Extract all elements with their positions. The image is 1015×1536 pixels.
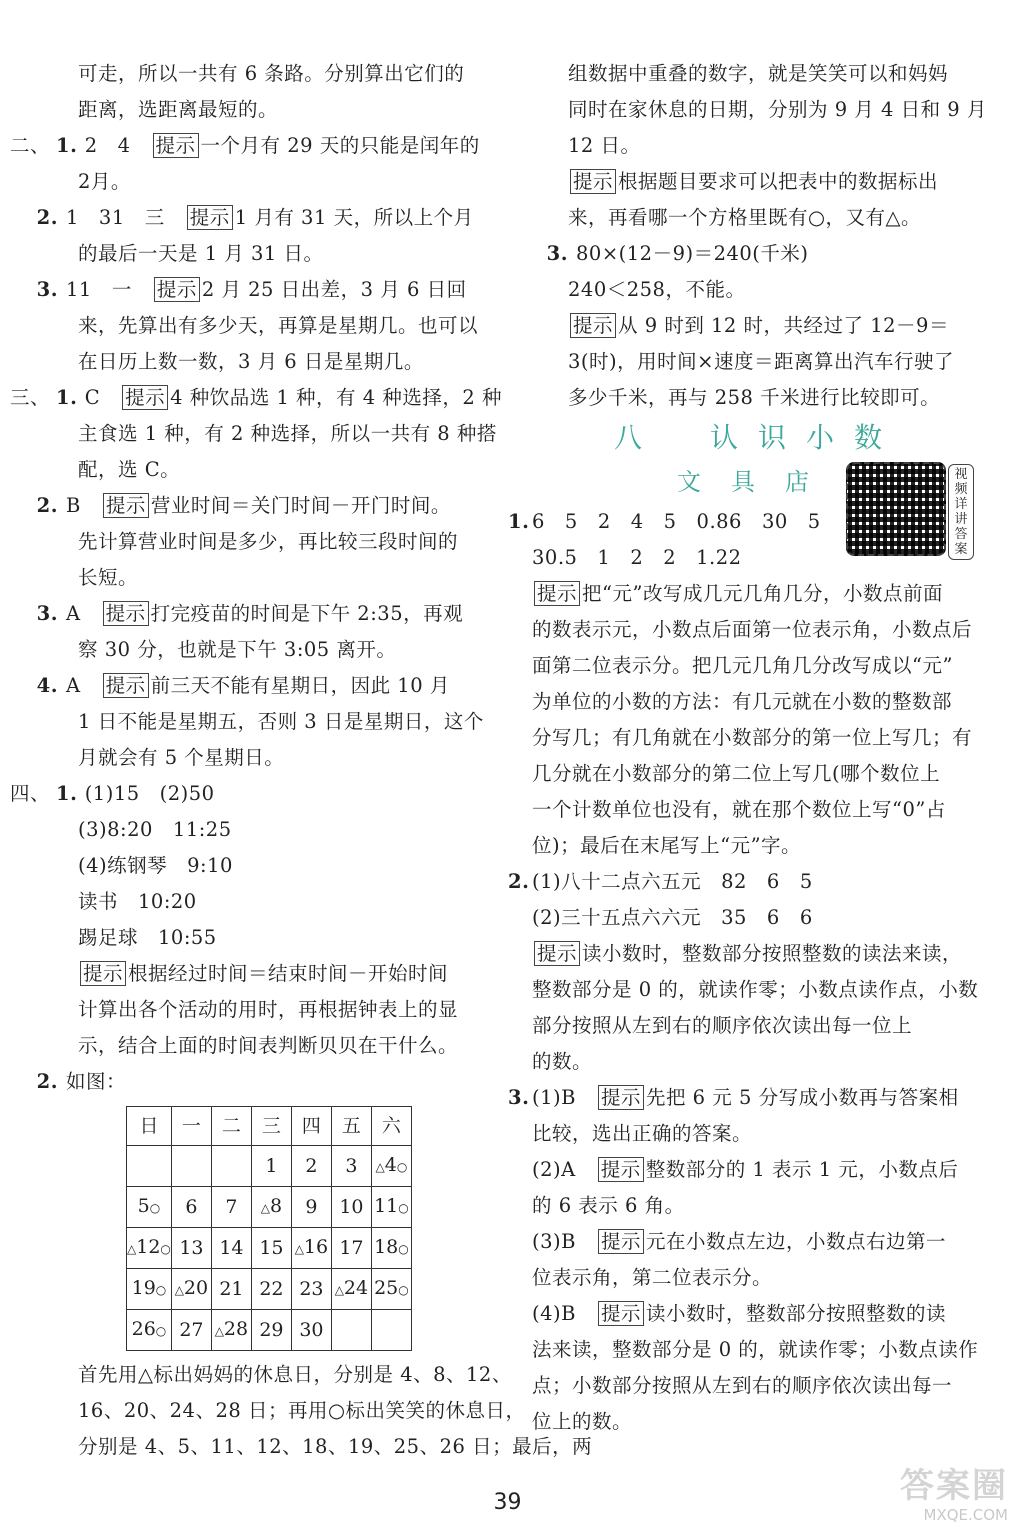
circle-mark-icon: ○ [155,1283,167,1297]
text-line: (3)8:20 11:25 [78,818,232,841]
calendar-table [126,1106,412,1351]
text-line: 的最后一天是 1 月 31 日。 [78,242,324,265]
calendar-day-cell [371,1269,411,1310]
text-line: 示，结合上面的时间表判断贝贝在干什么。 [78,1034,459,1057]
calendar-day-cell [291,1187,331,1228]
qr-label: 视频详讲答案 [948,464,974,560]
text-line: 可走，所以一共有 6 条路。分别算出它们的 [78,62,465,85]
section-label: 四、 [10,782,51,805]
text-line: (2)A 提示 整数部分的 1 表示 1 元，小数点后 [532,1158,959,1181]
question-2-3: 3. 11 一 提示 2 月 25 日出差，3 月 6 日回 [36,278,467,301]
question-p-3: 3. (1)B 提示 先把 6 元 5 分写成小数再与答案相 [508,1086,959,1109]
calendar-day-cell [331,1187,371,1228]
hint-line: 提示 根据经过时间＝结束时间－开始时间 [0,956,480,992]
triangle-mark-icon: △ [260,1201,270,1215]
calendar-day-cell [211,1228,251,1269]
question-3-4: 4. A 提示 前三天不能有星期日，因此 10 月 [36,674,450,697]
calendar-day-cell [171,1269,211,1310]
calendar-day-cell [371,1310,411,1351]
calendar-day-cell [171,1146,211,1187]
hint-tag: 提示 [103,601,149,626]
hint-tag: 提示 [103,673,149,698]
text-line: 的 6 表示 6 角。 [532,1194,685,1217]
day-number: 17 [339,1237,364,1259]
text-line: 首先用△标出妈妈的休息日，分别是 4、8、12、 [78,1363,512,1386]
day-number: 19 [131,1277,156,1299]
day-number: 9 [305,1196,318,1218]
hint-line: 提示 从 9 时到 12 时，共经过了 12－9＝ [508,308,978,344]
day-number: 28 [223,1318,249,1340]
question-3-3: 3. A 提示 打完疫苗的时间是下午 2:35，再观 [36,602,464,625]
text-line: 先计算营业时间是多少，再比较三段时间的 [78,530,459,553]
triangle-mark-icon: △ [127,1242,137,1256]
question-p-1: 1. 6 5 2 4 5 0.86 30 5 [508,510,821,533]
text-line: 的数表示元，小数点后面第一位表示角，小数点后 [532,618,973,641]
text-line: 配，选 C。 [78,458,181,481]
circle-mark-icon: ○ [398,1242,409,1256]
calendar-day-cell [127,1269,172,1310]
day-number: 3 [345,1155,358,1177]
day-number: 24 [343,1277,369,1299]
hint-tag: 提示 [598,1229,644,1254]
day-number: 20 [183,1277,209,1299]
section-label: 二、 [10,134,51,157]
question-p-2: 2. (1)八十二点六五元 82 6 5 [508,870,813,893]
day-number: 23 [299,1278,324,1300]
day-number: 5 [137,1195,150,1217]
hint-tag: 提示 [570,313,616,338]
calendar-body [127,1146,412,1351]
day-number: 8 [269,1195,283,1217]
text-line: 组数据中重叠的数字，就是笑笑可以和妈妈 [568,62,949,85]
hint-tag: 提示 [187,205,233,230]
triangle-mark-icon: △ [214,1324,224,1338]
day-number: 12 [136,1236,161,1258]
calendar-day-cell [211,1310,251,1351]
text-line: 分写几；有几角就在小数部分的第一位上写几；有 [532,726,973,749]
hint-line: 提示 把“元”改写成几元几角几分，小数点前面 [508,576,978,612]
text-line: 在日历上数一数，3 月 6 日是星期几。 [78,350,424,373]
text-line: 位)；最后在末尾写上“元”字。 [532,834,802,857]
question-2-1: 二、 1. 2 4 提示 一个月有 29 天的只能是闰年的 [0,128,480,164]
calendar-row [127,1187,412,1228]
text-line: 部分按照从左到右的顺序依次读出每一位上 [532,1014,913,1037]
section-label: 三、 [10,386,51,409]
calendar-day-cell [171,1228,211,1269]
day-number: 27 [179,1319,204,1341]
text-line: (4)B 提示 读小数时，整数部分按照整数的读 [532,1302,946,1325]
unit-title: 八 认识小数 [613,421,902,454]
text-line: 计算出各个活动的用时，再根据钟表上的显 [78,998,459,1021]
hint-tag: 提示 [534,941,580,966]
calendar-header-cell: 六 [371,1107,411,1146]
text-line: 12 日。 [568,134,641,157]
calendar-day-cell [331,1310,371,1351]
calendar-day-cell [251,1269,291,1310]
calendar-header-cell: 二 [211,1107,251,1146]
triangle-mark-icon: △ [174,1283,184,1297]
triangle-mark-icon: △ [334,1283,344,1297]
triangle-mark-icon: △ [375,1160,385,1174]
calendar-day-cell [251,1310,291,1351]
day-number: 15 [259,1237,284,1259]
circle-mark-icon: ○ [398,1283,409,1297]
text-line: 1 日不能是星期五，否则 3 日是星期日，这个 [78,710,484,733]
text-line: 16、20、24、28 日；再用○标出笑笑的休息日， [78,1399,526,1422]
calendar-header-row [127,1107,412,1146]
hint-line: 提示 根据题目要求可以把表中的数据标出 [508,164,978,200]
text-line: 来，再看哪一个方格里既有○，又有△。 [568,206,922,229]
calendar-header-cell: 一 [171,1107,211,1146]
hint-tag: 提示 [570,169,616,194]
circle-mark-icon: ○ [149,1201,161,1215]
day-number: 22 [259,1278,284,1300]
day-number: 10 [339,1196,364,1218]
text-line: 踢足球 10:55 [78,926,217,949]
calendar-row [127,1269,412,1310]
text-line: 的数。 [532,1050,593,1073]
calendar-header-cell: 五 [331,1107,371,1146]
text-line: 一个计数单位也没有，就在那个数位上写“0”占 [532,798,946,821]
question-3-2: 2. B 提示 营业时间＝关门时间－开门时间。 [36,494,451,517]
question-r-3: 3. 80×(12－9)＝240(千米) [546,242,809,265]
calendar-day-cell [171,1187,211,1228]
day-number: 4 [384,1154,397,1176]
text-line: 察 30 分，也就是下午 3:05 离开。 [78,638,397,661]
lesson-title: 文具店 [677,468,839,496]
calendar-header-cell: 四 [291,1107,331,1146]
day-number: 25 [374,1277,399,1299]
question-4-2: 2. 如图： [36,1070,127,1093]
day-number: 1 [265,1155,278,1177]
text-line: 读书 10:20 [78,890,197,913]
calendar-day-cell [211,1187,251,1228]
calendar-day-cell [251,1228,291,1269]
circle-mark-icon: ○ [160,1242,171,1256]
right-column [508,56,987,1440]
calendar-day-cell [291,1269,331,1310]
day-number: 30 [299,1319,324,1341]
circle-mark-icon: ○ [398,1201,409,1215]
text-line: 面第二位表示分。把几元几角几分改写成以“元” [532,654,953,677]
calendar-header-cell: 日 [127,1107,172,1146]
calendar-day-cell [371,1228,411,1269]
day-number: 13 [179,1237,204,1259]
day-number: 7 [225,1196,238,1218]
calendar-day-cell [127,1146,172,1187]
calendar-row [127,1228,412,1269]
hint-tag: 提示 [534,581,580,606]
day-number: 11 [374,1195,399,1217]
text-line: 主食选 1 种，有 2 种选择，所以一共有 8 种搭 [78,422,497,445]
calendar-day-cell [371,1146,411,1187]
calendar-day-cell [211,1269,251,1310]
text-line: 法来读，整数部分是 0 的，就读作零；小数点读作 [532,1338,979,1361]
day-number: 14 [219,1237,244,1259]
hint-tag: 提示 [103,493,149,518]
hint-tag: 提示 [598,1301,644,1326]
day-number: 6 [185,1196,198,1218]
text-line: 为单位的小数的方法：有几元就在小数的整数部 [532,690,953,713]
calendar-day-cell [251,1146,291,1187]
text-line: 位上的数。 [532,1410,633,1433]
calendar-day-cell [127,1310,172,1351]
calendar-row [127,1146,412,1187]
hint-tag: 提示 [598,1157,644,1182]
text-line: 分别是 4、5、11、12、18、19、25、26 日；最后，两 [78,1435,593,1458]
page-number: 39 [493,1490,522,1515]
watermark-logo: 答案圈 MXQE.COM [900,1466,1008,1524]
circle-mark-icon: ○ [155,1324,167,1338]
calendar-day-cell [127,1187,172,1228]
hint-tag: 提示 [598,1085,644,1110]
day-number: 29 [259,1319,284,1341]
day-number: 21 [219,1278,244,1300]
hint-tag: 提示 [153,133,199,158]
calendar-day-cell [291,1228,331,1269]
text-line: 几分就在小数部分的第二位上写几(哪个数位上 [532,762,941,785]
day-number: 18 [374,1236,399,1258]
text-line: 多少千米，再与 258 千米进行比较即可。 [568,386,941,409]
calendar-day-cell [331,1269,371,1310]
calendar-day-cell [371,1187,411,1228]
circle-mark-icon: ○ [396,1160,408,1174]
question-3-1: 三、 1. C 提示 4 种饮品选 1 种，有 4 种选择，2 种 [0,380,480,416]
question-4-1: 四、 1. (1)15 (2)50 [0,776,480,812]
calendar-row [127,1310,412,1351]
calendar-day-cell [331,1228,371,1269]
text-line: (3)B 提示 元在小数点左边，小数点右边第一 [532,1230,946,1253]
text-line: 30.5 1 2 2 1.22 [532,546,742,569]
text-line: 长短。 [78,566,139,589]
hint-line: 提示 读小数时，整数部分按照整数的读法来读， [508,936,978,972]
text-line: (4)练钢琴 9:10 [78,854,233,877]
text-line: 月就会有 5 个星期日。 [78,746,285,769]
calendar-day-cell [127,1228,172,1269]
text-line: 240＜258，不能。 [568,278,746,301]
text-line: 比较，选出正确的答案。 [532,1122,753,1145]
calendar-day-cell [291,1310,331,1351]
text-line: 整数部分是 0 的，就读作零；小数点读作点，小数 [532,978,979,1001]
calendar-header-cell: 三 [251,1107,291,1146]
question-2-2: 2. 1 31 三 提示 1 月有 31 天，所以上个月 [36,206,474,229]
qr-code-icon[interactable] [846,462,946,556]
calendar-day-cell [331,1146,371,1187]
calendar-day-cell [291,1146,331,1187]
text-line: 距离，选距离最短的。 [78,98,279,121]
text-line: 同时在家休息的日期，分别为 9 月 4 日和 9 月 [568,98,987,121]
text-line: 3(时)，用时间×速度＝距离算出汽车行驶了 [568,350,954,373]
day-number: 16 [303,1236,329,1258]
calendar-day-cell [211,1146,251,1187]
day-number: 26 [131,1318,156,1340]
text-line: 点；小数部分按照从左到右的顺序依次读出每一 [532,1374,953,1397]
text-line: 2月。 [78,170,131,193]
day-number: 2 [305,1155,318,1177]
hint-tag: 提示 [154,277,200,302]
calendar-day-cell [171,1310,211,1351]
text-line: (2)三十五点六六元 35 6 6 [532,906,813,929]
triangle-mark-icon: △ [294,1242,304,1256]
text-line: 位表示角，第二位表示分。 [532,1266,773,1289]
hint-tag: 提示 [122,385,168,410]
text-line: 来，先算出有多少天，再算是星期几。也可以 [78,314,479,337]
hint-tag: 提示 [80,961,126,986]
calendar-day-cell [251,1187,291,1228]
